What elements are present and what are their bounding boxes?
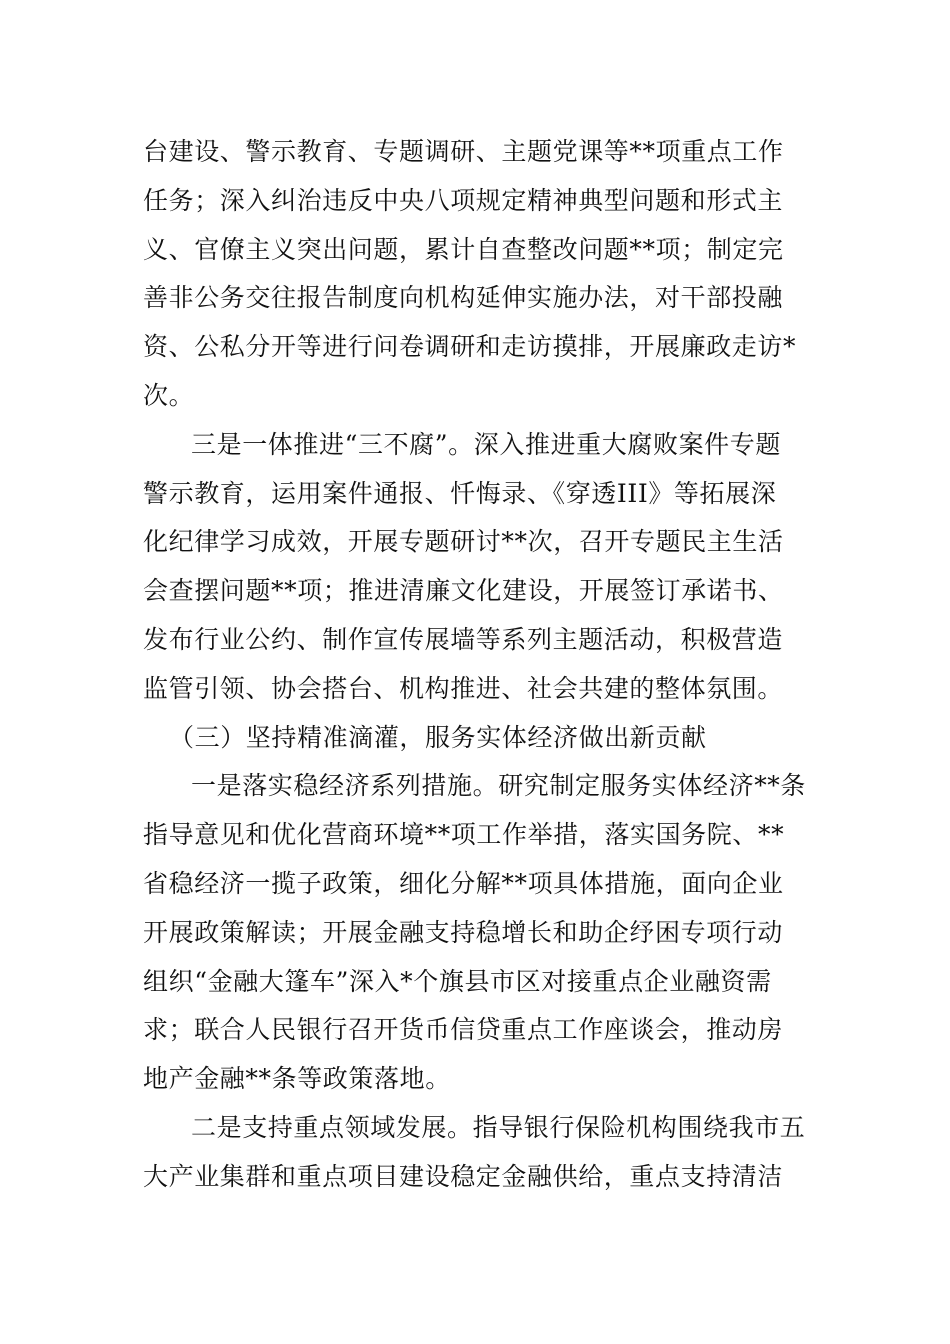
text-line: 组织“金融大篷车”深入*个旗县市区对接重点企业融资需 [143, 966, 772, 996]
text-line: 发布行业公约、制作宣传展墙等系列主题活动，积极营造 [143, 624, 784, 654]
text-line: 善非公务交往报告制度向机构延伸实施办法，对干部投融 [143, 283, 784, 313]
text-line: 会查摆问题**项；推进清廉文化建设，开展签订承诺书、 [143, 576, 784, 606]
paragraph-start-line: 一是落实稳经济系列措施。研究制定服务实体经济**条 [191, 771, 807, 801]
paragraph-start-line: 三是一体推进“三不腐”。深入推进重大腐败案件专题 [191, 429, 781, 459]
text-line: 任务；深入纠治违反中央八项规定精神典型问题和形式主 [143, 185, 784, 215]
text-line: 警示教育，运用案件通报、忏悔录、《穿透III》等拓展深 [143, 478, 777, 508]
paragraph-start-line: 二是支持重点领域发展。指导银行保险机构围绕我市五 [191, 1112, 806, 1142]
text-line: 地产金融**条等政策落地。 [143, 1064, 451, 1094]
section-heading: （三）坚持精准滴灌，服务实体经济做出新贡献 [169, 722, 707, 752]
text-line: 义、官僚主义突出问题，累计自查整改问题**项；制定完 [143, 234, 784, 264]
text-line: 开展政策解读；开展金融支持稳增长和助企纾困专项行动 [143, 917, 784, 947]
text-line: 省稳经济一揽子政策，细化分解**项具体措施，面向企业 [143, 868, 784, 898]
text-line: 次。 [143, 380, 195, 410]
text-line: 求；联合人民银行召开货币信贷重点工作座谈会，推动房 [143, 1015, 784, 1045]
text-line: 台建设、警示教育、专题调研、主题党课等**项重点工作 [143, 137, 784, 166]
text-line: 监管引领、协会搭台、机构推进、社会共建的整体氛围。 [143, 673, 784, 703]
text-line: 化纪律学习成效，开展专题研讨**次，召开专题民主生活 [143, 527, 784, 557]
document-body [143, 128, 813, 1202]
text-line: 大产业集群和重点项目建设稳定金融供给，重点支持清洁 [143, 1161, 784, 1191]
text-line: 资、公私分开等进行问卷调研和走访摸排，开展廉政走访* [143, 332, 797, 362]
text-line: 指导意见和优化营商环境**项工作举措，落实国务院、** [143, 820, 785, 850]
